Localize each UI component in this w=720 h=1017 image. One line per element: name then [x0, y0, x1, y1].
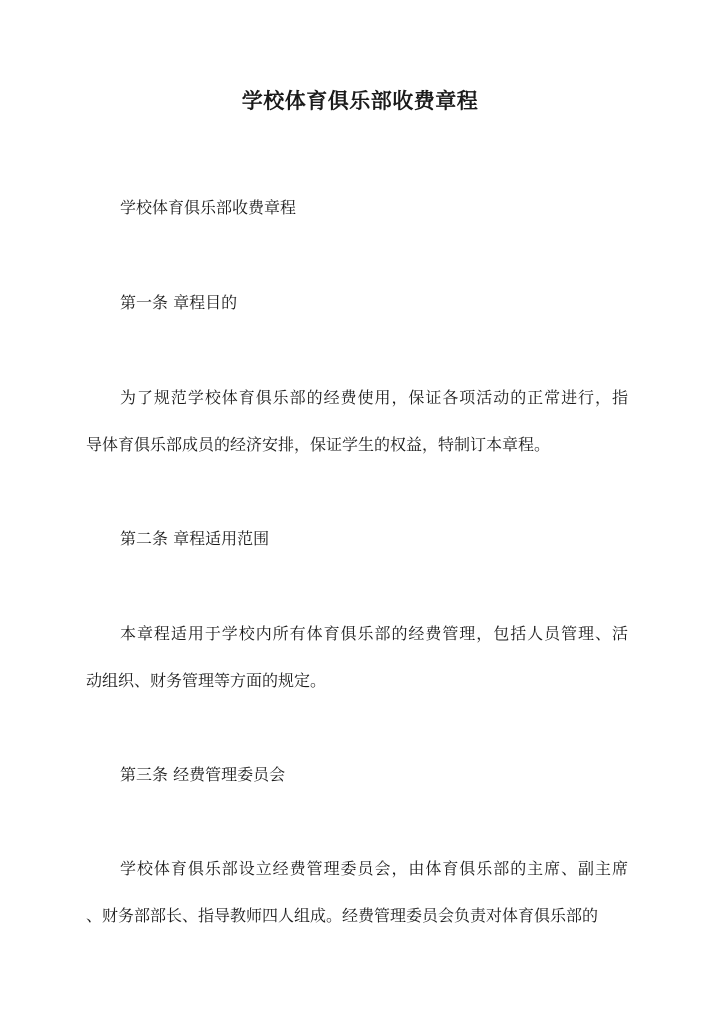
section-3-heading: 第三条 经费管理委员会	[120, 765, 286, 784]
section-3-line-1: 学校体育俱乐部设立经费管理委员会，由体育俱乐部的主席、副主席	[120, 859, 628, 878]
section-3-line-2: 、财务部部长、指导教师四人组成。经费管理委员会负责对体育俱乐部的	[86, 906, 599, 925]
section-2-heading: 第二条 章程适用范围	[120, 529, 270, 548]
section-2-line-2: 动组织、财务管理等方面的规定。	[86, 671, 327, 690]
document-title: 学校体育俱乐部收费章程	[241, 88, 479, 113]
section-1-line-2: 导体育俱乐部成员的经济安排，保证学生的权益，特制订本章程。	[86, 435, 551, 454]
section-1-heading: 第一条 章程目的	[120, 293, 238, 312]
document-subtitle: 学校体育俱乐部收费章程	[120, 198, 297, 217]
section-2-line-1: 本章程适用于学校内所有体育俱乐部的经费管理，包括人员管理、活	[120, 624, 628, 643]
section-1-line-1: 为了规范学校体育俱乐部的经费使用，保证各项活动的正常进行，指	[120, 388, 628, 407]
